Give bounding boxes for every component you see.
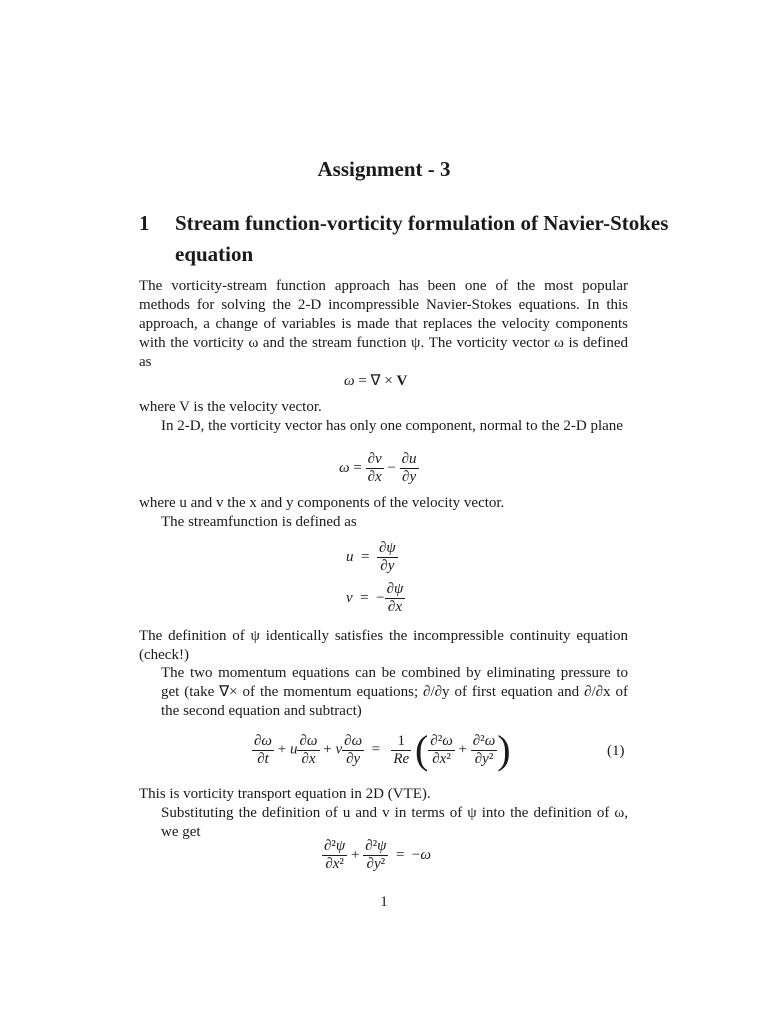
stream-def-text: The streamfunction is defined as bbox=[161, 514, 357, 530]
vorticity-2d-equation: ω = $\frac{\partial v}{\partial x}$ − $\frac{\partial u}{\partial y}$ bbox=[339, 451, 417, 485]
intro-paragraph: The vorticity-stream function approach has been one of the most popular methods for solving the 2-D incompressible Navier-Stokes equations. In this approach, a change of variables is made that replaces the velocity components with the vorticity ω and the stream function ψ. The vorticity vector ω is defined as bbox=[139, 278, 628, 370]
page-number: 1 bbox=[380, 894, 388, 910]
section-title: Stream function-vorticity formulation of Navier-Stokes equation bbox=[175, 211, 669, 266]
vte-text: This is vorticity transport equation in 2D (VTE). bbox=[139, 786, 431, 802]
u-streamfunction-equation: u = $\frac{\partial\psi}{\partial y}$ bbox=[346, 540, 396, 574]
vorticity-definition-equation: ω = ∇ × V bbox=[344, 373, 408, 389]
where-v-text: where V is the velocity vector. bbox=[139, 399, 322, 415]
poisson-equation: $\frac{\text{∂²ψ}}{\text{∂x²}}$ + $\frac{\text{∂²ψ}}{\text{∂y²}}$ = −ω bbox=[324, 838, 431, 872]
substituting-text: Substituting the definition of u and v in terms of ψ into the definition of ω, we get bbox=[161, 805, 628, 840]
vorticity-transport-equation: $\frac{\partial\omega}{\partial t}$ + u $\frac{\partial\omega}{\partial x}$ + v $\frac{\partial\omega}{\partial y}$ = $\frac{1}{Re}$ ( $\frac{\text{∂²ω}}{\text{∂x²}}$ + $\frac{\text{∂²ω}}{\text{∂y²}}$ ) bbox=[254, 727, 511, 772]
where-uv-text: where u and v the x and y components of the velocity vector. bbox=[139, 495, 505, 511]
v-streamfunction-equation: v = − $\frac{\partial\psi}{\partial x}$ bbox=[346, 581, 404, 615]
document-title: Assignment - 3 bbox=[317, 157, 451, 181]
momentum-text: The two momentum equations can be combined by eliminating pressure to get (take ∇× of the momentum equations; ∂/∂y of first equation and ∂/∂x of the second equation and subtract) bbox=[161, 665, 628, 719]
equation-number: (1) bbox=[607, 743, 625, 759]
in-2d-text: In 2-D, the vorticity vector has only one component, normal to the 2-D plane bbox=[161, 418, 623, 434]
continuity-text: The definition of ψ identically satisfies the incompressible continuity equation (check!) bbox=[139, 628, 628, 663]
section-number: 1 bbox=[139, 211, 150, 235]
